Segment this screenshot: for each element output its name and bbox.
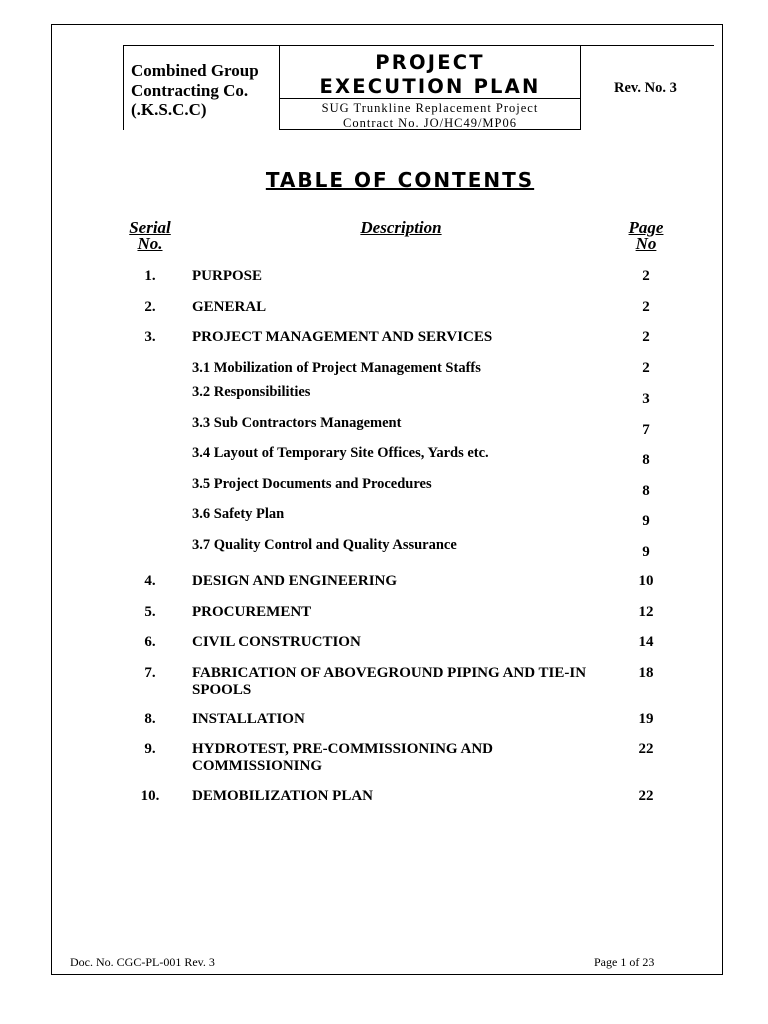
column-header-page: Page No	[628, 218, 664, 253]
toc-entry-page: 9	[642, 544, 650, 560]
revision-number: Rev. No. 3	[614, 80, 677, 96]
toc-entry-title: 3.1 Mobilization of Project Management Staffs	[192, 360, 481, 376]
toc-entry-page: 8	[642, 452, 650, 468]
toc-entry-number: 3.	[144, 329, 156, 345]
toc-entry-title: 3.4 Layout of Temporary Site Offices, Yards etc.	[192, 445, 489, 461]
toc-entry-title: DESIGN AND ENGINEERING	[192, 573, 398, 589]
toc-entry-page: 12	[638, 604, 654, 620]
toc-entry-page: 2	[642, 299, 650, 315]
toc-entry-title: 3.6 Safety Plan	[192, 506, 285, 522]
footer-document-number: Doc. No. CGC-PL-001 Rev. 3	[70, 955, 215, 969]
toc-entry-number: 9.	[144, 741, 156, 757]
toc-entry-page: 2	[642, 268, 650, 284]
toc-entry-page: 8	[642, 483, 650, 499]
toc-entry-number: 7.	[144, 665, 156, 681]
toc-entry-page: 22	[638, 788, 654, 804]
toc-entry-title: 3.3 Sub Contractors Management	[192, 415, 402, 431]
company-name: Combined Group Contracting Co. (.K.S.C.C)	[131, 61, 259, 119]
toc-entry-title: FABRICATION OF ABOVEGROUND PIPING AND TIE-IN SPOOLS	[192, 665, 587, 698]
toc-entry-number: 4.	[144, 573, 156, 589]
toc-entry-page: 9	[642, 513, 650, 529]
header-divider	[280, 98, 580, 99]
toc-entry-title: 3.2 Responsibilities	[192, 384, 311, 400]
toc-entry-title: HYDROTEST, PRE-COMMISSIONING AND COMMISSIONING	[192, 741, 494, 774]
footer-page-number: Page 1 of 23	[594, 955, 655, 969]
toc-entry-page: 2	[642, 360, 650, 376]
toc-entry-page: 18	[638, 665, 654, 681]
toc-entry-page: 7	[642, 422, 650, 438]
contract-number: Contract No. JO/HC49/MP06	[343, 116, 517, 130]
column-header-description: Description	[360, 218, 442, 237]
toc-entry-title: PURPOSE	[192, 268, 263, 284]
toc-entry-page: 22	[638, 741, 654, 757]
toc-entry-number: 6.	[144, 634, 156, 650]
toc-entry-title: DEMOBILIZATION PLAN	[192, 788, 373, 804]
toc-entry-page: 2	[642, 329, 650, 345]
toc-entry-title: CIVIL CONSTRUCTION	[192, 634, 361, 650]
toc-entry-title: PROJECT MANAGEMENT AND SERVICES	[192, 329, 493, 345]
toc-entry-number: 8.	[144, 711, 156, 727]
toc-entry-title: 3.5 Project Documents and Procedures	[192, 476, 432, 492]
toc-entry-number: 5.	[144, 604, 156, 620]
project-name: SUG Trunkline Replacement Project	[321, 101, 539, 115]
toc-entry-page: 14	[638, 634, 654, 650]
document-title: PROJECT EXECUTION PLAN	[319, 51, 541, 98]
toc-entry-page: 3	[642, 391, 650, 407]
column-header-serial: Serial No.	[129, 218, 171, 253]
toc-entry-number: 1.	[144, 268, 156, 284]
header-title-cell	[279, 45, 581, 130]
toc-entry-title: GENERAL	[192, 299, 267, 315]
toc-entry-number: 10.	[140, 788, 160, 804]
toc-entry-title: 3.7 Quality Control and Quality Assurance	[192, 537, 457, 553]
toc-entry-title: INSTALLATION	[192, 711, 305, 727]
header-revision-cell	[581, 45, 714, 130]
toc-entry-number: 2.	[144, 299, 156, 315]
toc-entry-page: 10	[638, 573, 654, 589]
header-company-cell	[123, 45, 279, 130]
toc-heading: TABLE OF CONTENTS	[265, 168, 535, 192]
toc-entry-page: 19	[638, 711, 654, 727]
toc-entry-title: PROCUREMENT	[192, 604, 312, 620]
